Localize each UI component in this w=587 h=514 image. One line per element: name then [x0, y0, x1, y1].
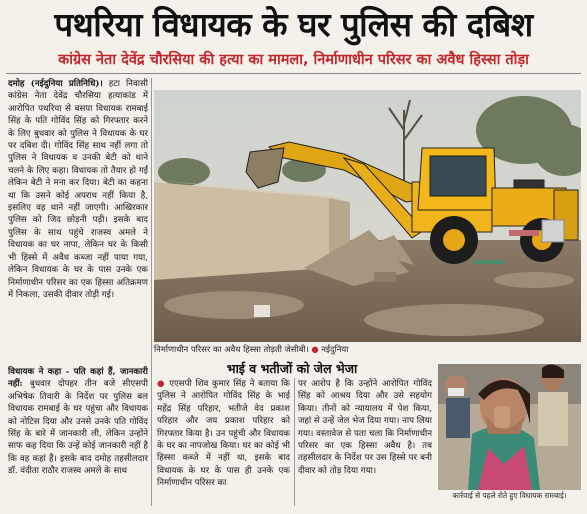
column-divider: [294, 378, 295, 506]
article-col2: ● एएसपी शिव कुमार सिंह ने बताया कि पुलिस ने आरोपित गोविंद सिंह के भाई महेंद्र सिंह परिहार, भतीजे वेद प्रकाश परिहार और जय प्रकाश परिहार को गिरफ्तार किया है। उन पहुंची और विधायक के घर का नापजोख किया। घर का कोई भी हिस्सा कब्जे में नहीं था, इसके बाद विधायक के घर के पास ही उनके एक निर्माणाधीन परिसर का: [157, 379, 290, 489]
divider: [6, 73, 581, 74]
box-title: विधायक ने कहा - पति कहां हैं, जानकारी नहीं:: [8, 367, 148, 390]
lead-body: हटा निवासी कांग्रेस नेता देवेंद्र चौरसिया हत्याकांड में आरोपित पथरिया से बसपा विधायक रामबाई सिंह के पति गोविंद सिंह को गिरफ्तार करने के लिए बुधवार को पुलिस ने विधायक के घर पर दबिश दी। गोविंद सिंह साथ नहीं लगा तो पुलिस ने विधायक व उनकी बेटी को थाने चलने के लिए कहा। विधायक तो तैयार हो गईं लेकिन बेटी ने मना कर दिया। बेटी का कहना था कि उसने कोई अपराध नहीं किया है, इसलिए वह थाने नहीं जाएगी। आखिरकार पुलिस को जिद छोड़नी पड़ी। इसके बाद पुलिस के साथ पहुंचे राजस्व अमले ने विधायक का घर नापा, लेकिन घर के किसी भी हिस्से में अवैध कब्जा नहीं पाया गया, लेकिन विधायक के घर के पास उनके एक निर्माणाधीन परिसर का एक हिस्सा अतिक्रमण में निकला, उसकी दीवार तोड़ी गई।: [8, 79, 148, 300]
lead-article: [8, 78, 148, 362]
dateline: दमोह (नईदुनिया प्रतिनिधि)।: [8, 79, 103, 89]
photo1-caption: निर्माणाधीन परिसर का अवैध हिस्सा तोड़ती जेसीबी। ● नईदुनिया: [154, 344, 349, 354]
mla-crying-photo: [438, 364, 581, 490]
photo2-caption: कार्रवाई से पहले रोते हुए विधायक रामबाई।: [452, 491, 567, 500]
jcb-demolition-photo: [154, 90, 581, 342]
box-article: [8, 366, 148, 506]
section-subhead: भाई व भतीजों को जेल भेजा: [226, 361, 358, 376]
article-col3: पर आरोप है कि उन्होंने आरोपित गोविंद सिंह को आश्रय दिया और उसे सहयोग किया। तीनों को न्यायालय में पेश किया, जहां से उन्हें जेल भेज दिया गया। नाप लिया गया। वस्तावेज से पता चला कि निर्माणाधीन परिसर का एक हिस्सा अवैध है। तब तहसीलदार के निर्देश पर उस हिस्से पर बनी दीवार को तोड़ दिया गया।: [298, 379, 432, 476]
subheadline: कांग्रेस नेता देवेंद्र चौरसिया की हत्या का मामला, निर्माणाधीन परिसर का अवैध हिस्सा तोड़ा: [58, 52, 529, 68]
headline: पथरिया विधायक के घर पुलिस की दबिश: [54, 4, 533, 44]
box-body: बुधवार दोपहर तीन बजे सीएसपी अभिषेक तिवारी के निर्देश पर पुलिस बल विधायक रामबाई के घर पहुंचा और विधायक को नोटिस दिया और उनसे उनके पति गोविंद सिंह के बारे में जानकारी ली, लेकिन उन्होंने साफ कह दिया कि उन्हें कोई जानकारी नहीं है कि वह कहां हैं। इसके बाद दमोह तहसीलदार डॉ. वंदीता राठौर राजस्व अमले के साथ: [8, 379, 148, 477]
column-divider: [151, 78, 152, 506]
